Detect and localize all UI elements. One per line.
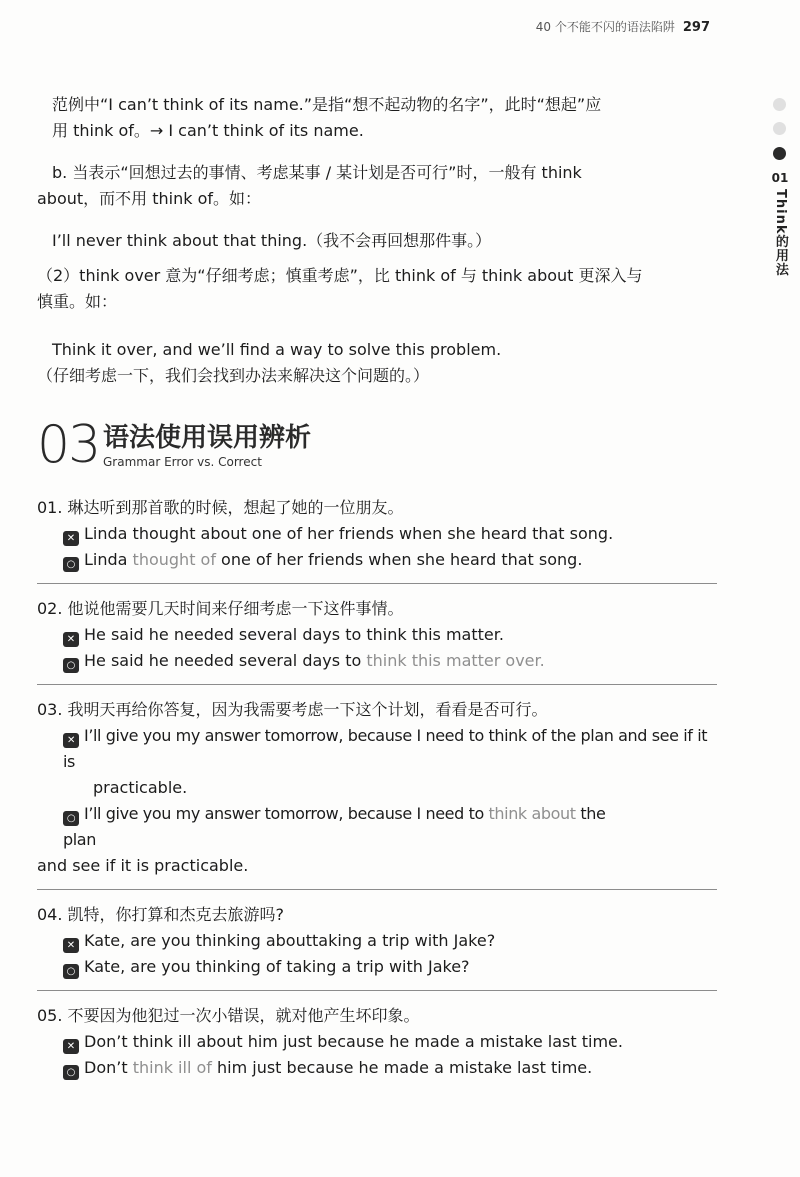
exercise-item-2: [37, 596, 717, 685]
sentence-text: Don’t think ill about him just because he made a mistake last time.: [84, 1032, 623, 1051]
sentence-text: I’ll give you my answer tomorrow, because I need to: [84, 804, 489, 823]
exercise-question: 04. 凯特，你打算和杰克去旅游吗?: [37, 905, 285, 924]
wrong-sentence: [37, 928, 717, 954]
chapter-number: 01: [771, 171, 789, 185]
correct-sentence: [37, 1055, 717, 1081]
exercise-item-1: [37, 495, 717, 584]
correct-sentence: [37, 648, 717, 674]
sentence-text: Linda: [84, 550, 133, 569]
sentence-text: Linda thought about one of her friends when she heard that song.: [84, 524, 614, 543]
text-line: 用 think of。→ I can’t think of its name.: [52, 121, 364, 140]
wrong-sentence: [37, 723, 717, 775]
sentence-text: him just because he made a mistake last time.: [211, 1058, 593, 1077]
intro-paragraph-2: [37, 160, 717, 212]
highlighted-phrase: think this matter over.: [366, 651, 545, 670]
text-line: about，而不用 think of。如：: [37, 189, 262, 208]
wrong-sentence-continued: practicable.: [93, 778, 188, 797]
correct-mark-icon: ○: [63, 557, 79, 572]
chapter-title: Think的用法: [772, 188, 788, 277]
example-sentence-2: [37, 337, 717, 389]
correct-sentence: [37, 954, 717, 980]
wrong-mark-icon: ✕: [63, 733, 79, 748]
section-subtitle: Grammar Error vs. Correct: [103, 455, 262, 469]
section-heading: [37, 415, 717, 495]
exercise-question: 02. 他说他需要几天时间来仔细考虑一下这件事情。: [37, 599, 404, 618]
highlighted-phrase: think ill of: [132, 1058, 212, 1077]
wrong-mark-icon: ✕: [63, 531, 79, 546]
exercise-item-4: [37, 902, 717, 991]
chapter-side-tab: [769, 172, 791, 280]
sentence-text: one of her friends when she heard that song.: [215, 550, 583, 569]
sentence-text: He said he needed several days to think this matter.: [84, 625, 504, 644]
wrong-mark-icon: ✕: [63, 632, 79, 647]
text-line: b. 当表示“回想过去的事情、考虑某事 / 某计划是否可行”时，一般有 think: [52, 163, 582, 182]
sentence-text: the: [575, 804, 606, 823]
text-line: （2）think over 意为“仔细考虑；慎重考虑”，比 think of 与 think about 更深入与: [37, 266, 643, 285]
wrong-mark-icon: ✕: [63, 1039, 79, 1054]
sentence-text: Kate, are you thinking abouttaking a trip with Jake?: [84, 931, 496, 950]
correct-sentence-continued: and see if it is practicable.: [37, 856, 249, 875]
chapter-dot-icon: [773, 122, 786, 135]
section-number: 03: [37, 415, 100, 475]
page-number: 297: [682, 20, 710, 35]
correct-sentence: [37, 801, 717, 853]
text-line: （仔细考虑一下，我们会找到办法来解决这个问题的。）: [37, 366, 430, 385]
sentence-text: Don’t: [84, 1058, 133, 1077]
exercise-question: 05. 不要因为他犯过一次小错误，就对他产生坏印象。: [37, 1006, 420, 1025]
page-content: [37, 92, 717, 1103]
exercise-item-5: [37, 1003, 717, 1091]
sentence-text: I’ll give you my answer tomorrow, because I need to think of the plan and see if it is: [63, 726, 708, 771]
intro-paragraph-3: [37, 263, 717, 315]
highlighted-phrase: thought of: [132, 550, 216, 569]
wrong-sentence: [37, 1029, 717, 1055]
section-title: 语法使用误用辨析: [103, 423, 312, 453]
correct-mark-icon: ○: [63, 964, 79, 979]
sentence-text: He said he needed several days to: [84, 651, 367, 670]
text-line: 范例中“I can’t think of its name.”是指“想不起动物的名字”，此时“想起”应: [52, 95, 602, 114]
wrong-sentence: [37, 622, 717, 648]
intro-paragraph-1: [37, 92, 717, 144]
sentence-text: plan: [63, 830, 96, 849]
sentence-text: Kate, are you thinking of taking a trip with Jake?: [84, 957, 470, 976]
chapter-dot-icon: [773, 98, 786, 111]
running-header: [536, 18, 710, 35]
correct-sentence: [37, 547, 717, 573]
text-line: Think it over, and we’ll find a way to solve this problem.: [52, 340, 502, 359]
example-sentence-1: I’ll never think about that thing.（我不会再回想那件事。）: [52, 231, 492, 250]
highlighted-phrase: think about: [488, 804, 576, 823]
exercise-question: 01. 琳达听到那首歌的时候，想起了她的一位朋友。: [37, 498, 404, 517]
wrong-mark-icon: ✕: [63, 938, 79, 953]
correct-mark-icon: ○: [63, 811, 79, 826]
correct-mark-icon: ○: [63, 1065, 79, 1080]
chapter-dot-active-icon: [773, 147, 786, 160]
exercise-question: 03. 我明天再给你答复，因为我需要考虑一下这个计划，看看是否可行。: [37, 700, 548, 719]
wrong-sentence: [37, 521, 717, 547]
text-line: 慎重。如：: [37, 292, 118, 311]
running-title: 40 个不能不闪的语法陷阱: [535, 20, 675, 34]
exercise-item-3: [37, 697, 717, 890]
correct-mark-icon: ○: [63, 658, 79, 673]
